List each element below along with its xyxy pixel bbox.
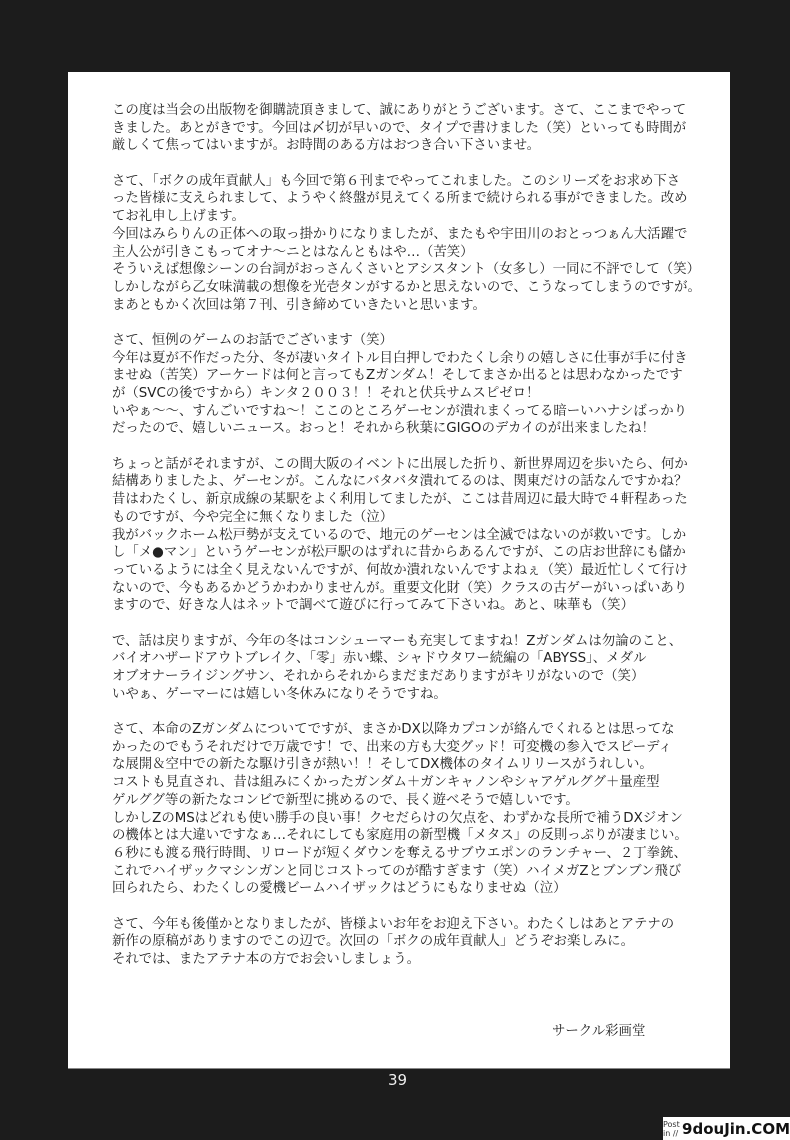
document-page bbox=[68, 72, 730, 1068]
text-line: まあともかく次回は第７刊、引き締めていきたいと思います。 bbox=[112, 297, 486, 313]
text-line: っているようには全く見えないんですが、何故か潰れないんですよねぇ（笑）最近忙しくて行け bbox=[112, 562, 688, 578]
text-line: で、話は戻りますが、今年の冬はコンシューマーも充実してますね！Zガンダムは勿論のこと、 bbox=[112, 633, 683, 649]
text-line: 新作の原稿がありますのでこの辺で。次回の「ボクの成年貢献人」どうぞお楽しみに。 bbox=[112, 934, 634, 950]
text-line: 今年は夏が不作だった分、冬が凄いタイトル目白押しでわたくし余りの嬉しさに仕事が手に付き bbox=[112, 350, 688, 366]
text-line: ないので、今もあるかどうかわかりませんが。重要文化財（笑）クラスの古ゲーがいっぱいあり bbox=[112, 580, 688, 596]
text-line: そういえば想像シーンの台詞がおっさんくさいとアシスタント（女多し）一同に不評でして（笑） bbox=[112, 262, 700, 278]
text-line: が（SVCの後ですから）キンタ２００３！！それと伏兵サムスピゼロ！ bbox=[112, 386, 540, 401]
text-line: し「メ●マン」というゲーセンが松戸駅のはずれに昔からあるんですが、この店お世辞にも儲か bbox=[112, 545, 686, 561]
afterword-text bbox=[112, 102, 712, 986]
paragraph bbox=[112, 633, 712, 704]
text-line: だったので、嬉しいニュース。おっと！それから秋葉にGIGOのデカイのが出来ましたね！ bbox=[112, 421, 655, 437]
text-line: オブオナーライジングサン、それからそれからまだまだありますがキリがないので（笑） bbox=[112, 669, 645, 684]
text-line: 我がバックホーム松戸勢が支えているので、地元のゲーセンは全滅ではないのが救いです。しか bbox=[112, 527, 687, 543]
text-line: 今回はみらりんの正体への取っ掛かりになりましたが、またもや宇田川のおとっつぁん大活躍で bbox=[112, 226, 688, 242]
text-line: 回られたら、わたくしの愛機ビームハイザックはどうにもなりませぬ（泣） bbox=[112, 881, 567, 897]
signature: サークル彩画堂 bbox=[552, 1024, 646, 1039]
paragraph bbox=[112, 721, 712, 898]
watermark-prefix: Post in // bbox=[663, 1119, 680, 1138]
text-line: これでハイザックマシンガンと同じコストってのが酷すぎます（笑）ハイメガZとブンブン飛び bbox=[112, 863, 682, 879]
text-line: さて、本命のZガンダムについてですが、まさかDX以降カプコンが絡んでくれるとは思ってな bbox=[112, 722, 675, 738]
text-line: ませぬ（苦笑）アーケードは何と言ってもZガンダム！そしてまさか出るとは思わなかったです bbox=[112, 368, 683, 384]
text-line: ゲルググ等の新たなコンビで新型に挑めるので、長く遊べそうで嬉しいです。 bbox=[112, 792, 579, 808]
text-line: 昔はわたくし、新京成線の某駅をよく利用してましたが、ここは昔周辺に最大時で４軒程あった bbox=[112, 492, 688, 508]
text-line: の機体とは大違いですなぁ…それにしても家庭用の新型機「メタス」の反則っぷりが凄まじい。 bbox=[112, 828, 688, 844]
paragraph bbox=[112, 173, 712, 315]
text-line: 主人公が引きこもってオナ〜ニとはなんともはや…（苦笑） bbox=[112, 244, 474, 260]
text-line: ものですが、今や完全に無くなりました（泣） bbox=[112, 509, 394, 525]
paragraph bbox=[112, 102, 712, 155]
text-line: さて、恒例のゲームのお話でございます（笑） bbox=[112, 332, 393, 348]
text-line: てお礼申し上げます。 bbox=[112, 209, 245, 225]
watermark bbox=[663, 1117, 790, 1140]
text-line: かったのでもうそれだけで万歳です！で、出来の方も大変グッド！可変機の参入でスピーディ bbox=[112, 739, 672, 755]
text-line: な展開＆空中での新たな駆け引きが熱い！！そしてDX機体のタイムリリースがうれしい。 bbox=[112, 757, 653, 773]
text-line: った皆様に支えられまして、ようやく終盤が見えてくる所まで続けられる事ができました。改め bbox=[112, 191, 688, 207]
text-line: ちょっと話がそれますが、この間大阪のイベントに出展した折り、新世界周辺を歩いたら、何か bbox=[112, 456, 688, 472]
text-line: この度は当会の出版物を御購読頂きまして、誠にありがとうございます。さて、ここまでやって bbox=[112, 103, 687, 118]
text-line: ますので、好きな人はネットで調べて遊びに行ってみて下さいね。あと、味華も（笑） bbox=[112, 598, 634, 614]
text-line: いやぁ〜〜、すんごいですね〜！ここのところゲーセンが潰れまくってる暗ーいハナシばっかり bbox=[112, 403, 687, 419]
text-line: 結構ありましたよ、ゲーセンが。こんなにバタバタ潰れてるのは、関東だけの話なんですかね？ bbox=[112, 474, 688, 490]
text-line: きました。あとがきです。今回は〆切が早いので、タイプで書けました（笑）といっても時間が bbox=[112, 120, 687, 136]
paragraph bbox=[112, 916, 712, 969]
text-line: しかしながら乙女味満載の想像を光壱タンがするかと思えないので、こうなってしまうのですが。 bbox=[112, 279, 701, 295]
text-line: しかしZのMSはどれも使い勝手の良い事！クセだらけの欠点を、わずかな長所で補うDXジオン bbox=[112, 810, 683, 826]
text-line: さて、「ボクの成年貢献人」も今回で第６刊までやってこれました。このシリーズをお求め下さ bbox=[112, 173, 681, 189]
text-line: いやぁ、ゲーマーには嬉しい冬休みになりそうですね。 bbox=[112, 686, 447, 702]
paragraph bbox=[112, 332, 712, 438]
text-line: さて、今年も後僅かとなりましたが、皆様よいお年をお迎え下さい。わたくしはあとアテナの bbox=[112, 916, 675, 932]
text-line: それでは、またアテナ本の方でお会いしましょう。 bbox=[112, 952, 420, 967]
text-line: バイオハザードアウトブレイク、「零」赤い蝶、シャドウタワー続編の「ABYSS」、メダル bbox=[112, 651, 647, 667]
watermark-site: 9douJin.COM bbox=[682, 1119, 790, 1138]
text-line: コストも見直され、昔は組みにくかったガンダム＋ガンキャノンやシャアゲルググ＋量産型 bbox=[112, 775, 660, 791]
text-line: 厳しくて焦ってはいますが。お時間のある方はおつき合い下さいませ。 bbox=[112, 138, 540, 154]
text-line: ６秒にも渡る飛行時間、リロードが短くダウンを奪えるサブウエポンのランチャー、２丁拳銃、 bbox=[112, 845, 687, 861]
page-number: 39 bbox=[388, 1071, 408, 1089]
paragraph bbox=[112, 456, 712, 615]
